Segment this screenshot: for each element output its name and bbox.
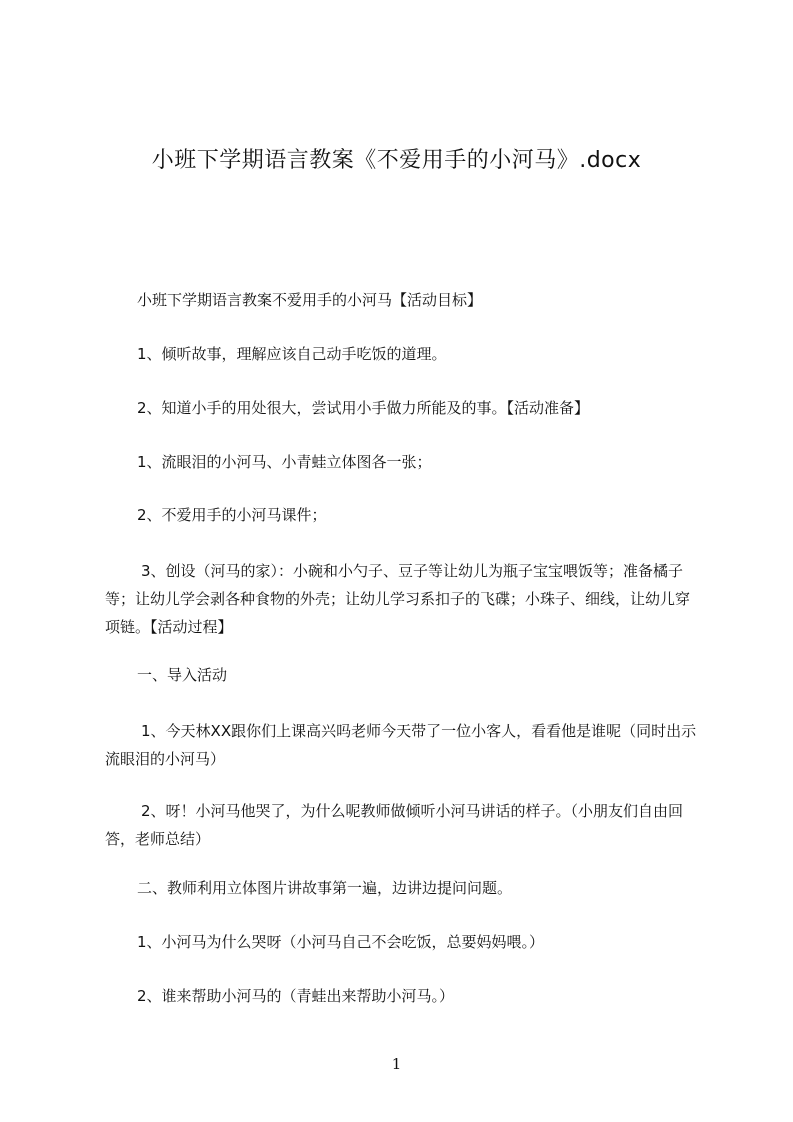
page-number: 1 bbox=[391, 1055, 402, 1073]
paragraph-prep-2: 2、不爱用手的小河马课件； bbox=[137, 506, 327, 524]
paragraph-step-2: 2、呀！小河马他哭了，为什么呢教师做倾听小河马讲话的样子。（小朋友们自由回答，老师总结） bbox=[105, 802, 684, 848]
paragraph-section-2: 二、教师利用立体图片讲故事第一遍，边讲边提问问题。 bbox=[137, 879, 513, 897]
document-title: 小班下学期语言教案《不爱用手的小河马》.docx bbox=[151, 148, 642, 173]
paragraph-step-1: 1、今天林XX跟你们上课高兴吗老师今天带了一位小客人，看看他是谁呢（同时出示流眼泪的小河马） bbox=[105, 722, 697, 768]
paragraph-prep-1: 1、流眼泪的小河马、小青蛙立体图各一张； bbox=[137, 453, 432, 471]
paragraph-question-1: 1、小河马为什么哭呀（小河马自己不会吃饭，总要妈妈喂。） bbox=[137, 933, 545, 951]
paragraph-section-1: 一、导入活动 bbox=[137, 666, 228, 684]
paragraph-goal-1: 1、倾听故事，理解应该自己动手吃饭的道理。 bbox=[137, 345, 447, 363]
paragraph-heading: 小班下学期语言教案不爱用手的小河马【活动目标】 bbox=[137, 291, 483, 309]
paragraph-question-2: 2、谁来帮助小河马的（青蛙出来帮助小河马。） bbox=[137, 987, 455, 1005]
paragraph-goal-2: 2、知道小手的用处很大，尝试用小手做力所能及的事。【活动准备】 bbox=[137, 399, 590, 417]
paragraph-prep-3: 3、创设（河马的家）：小碗和小勺子、豆子等让幼儿为瓶子宝宝喂饭等；准备橘子等；让幼儿学会剥各种食物的外壳；让幼儿学习系扣子的飞碟；小珠子、细线，让幼儿穿项链。【活动过程】 bbox=[105, 562, 691, 636]
